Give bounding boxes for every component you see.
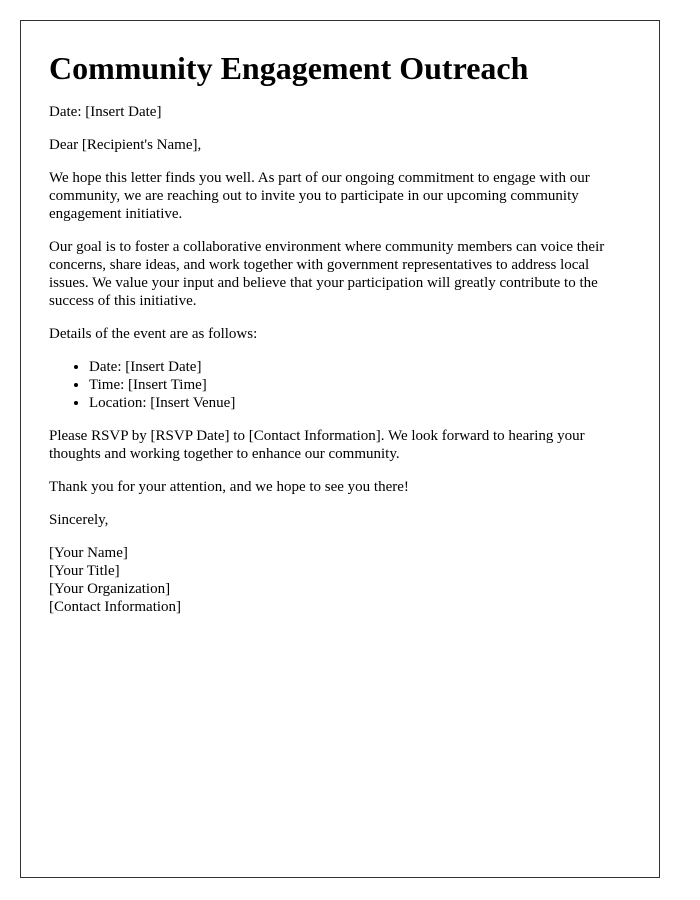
signature-contact: [Contact Information] bbox=[49, 599, 182, 616]
signature-block bbox=[49, 544, 631, 616]
event-detail-time: • Time: [Insert Time] bbox=[89, 376, 631, 394]
date-line: Date: [Insert Date] bbox=[49, 104, 162, 121]
letter-document bbox=[20, 20, 660, 878]
event-details-list bbox=[49, 358, 631, 412]
thank-you-paragraph: Thank you for your attention, and we hope to see you there! bbox=[49, 479, 409, 496]
rsvp-paragraph: Please RSVP by [RSVP Date] to [Contact Information]. We look forward to hearing your thoughts and working together to enhance our community. bbox=[49, 428, 585, 463]
closing: Sincerely, bbox=[49, 512, 109, 529]
event-detail-date: • Date: [Insert Date] bbox=[89, 358, 631, 376]
goal-paragraph: Our goal is to foster a collaborative environment where community members can voice their concerns, share ideas, and work together with government representatives to address local issues. We value your input and believe that your participation will greatly contribute to the success of this initiative. bbox=[49, 239, 605, 310]
signature-organization: [Your Organization] bbox=[49, 581, 171, 598]
letter-title: Community Engagement Outreach bbox=[49, 50, 529, 86]
intro-paragraph: We hope this letter finds you well. As part of our ongoing commitment to engage with our community, we are reaching out to invite you to participate in our upcoming community engagement initiative. bbox=[49, 170, 590, 223]
event-detail-location: • Location: [Insert Venue] bbox=[89, 394, 631, 412]
signature-name: [Your Name] bbox=[49, 545, 128, 562]
signature-title: [Your Title] bbox=[49, 563, 120, 580]
details-intro: Details of the event are as follows: bbox=[49, 326, 258, 343]
salutation: Dear [Recipient's Name], bbox=[49, 137, 202, 154]
